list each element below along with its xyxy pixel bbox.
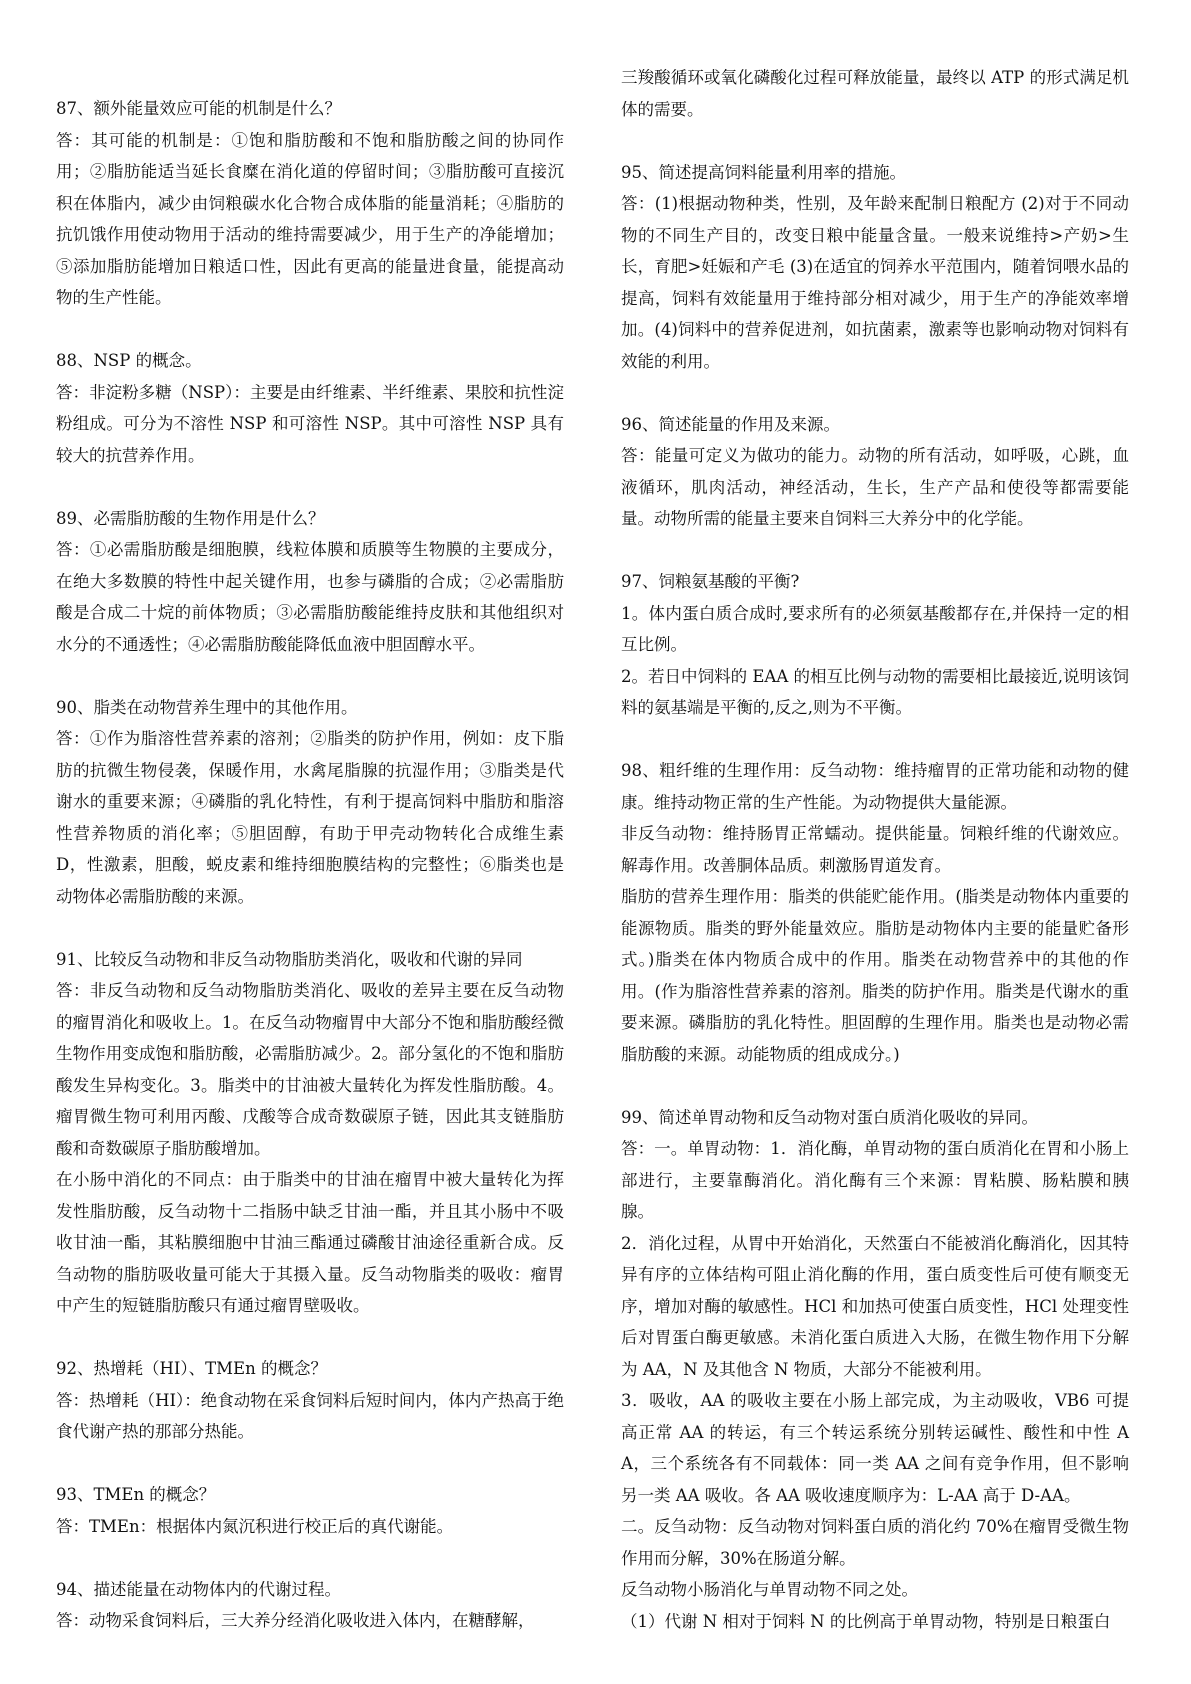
answer-text: 脂肪的营养生理作用：脂类的供能贮能作用。(脂类是动物体内重要的能源物质。脂类的野外能量效应。脂肪是动物体内主要的能量贮备形式。)脂类在体内物质合成中的作用。脂类在动物营养中的其他的作用。(作为脂溶性营养素的溶剂。脂类的防护作用。脂类是代谢水的重要来源。磷脂肪的乳化特性。胆固醇的生理作用。脂类也是动物必需脂肪酸的来源。动能物质的组成成分。) [621, 887, 1129, 1064]
answer-text: 答：TMEn：根据体内氮沉积进行校正后的真代谢能。 [56, 1516, 454, 1536]
question-title: 88、NSP 的概念。 [56, 351, 202, 370]
question-98 [621, 755, 1129, 1070]
question-99 [621, 1102, 1129, 1638]
question-title: 99、简述单胃动物和反刍动物对蛋白质消化吸收的异同。 [621, 1107, 1038, 1127]
answer-text: （1）代谢 N 相对于饲料 N 的比例高于单胃动物，特别是日粮蛋白 [621, 1611, 1111, 1631]
answer-text: 二。反刍动物：反刍动物对饲料蛋白质的消化约 70%在瘤胃受微生物作用而分解，30%在肠道分解。 [621, 1517, 1129, 1568]
question-title: 91、比较反刍动物和非反刍动物脂肪类消化，吸收和代谢的异同 [56, 949, 523, 969]
question-97 [621, 566, 1129, 724]
question-title: 93、TMEn 的概念？ [56, 1485, 216, 1504]
answer-text: 答：一。单胃动物：1．消化酶，单胃动物的蛋白质消化在胃和小肠上部进行，主要靠酶消化。消化酶有三个来源：胃粘膜、肠粘膜和胰腺。 [621, 1139, 1129, 1221]
question-96 [621, 409, 1129, 535]
answer-text: 2。若日中饲料的 EAA 的相互比例与动物的需要相比最接近,说明该饲料的氨基端是平衡的,反之,则为不平衡。 [621, 666, 1129, 717]
answer-text: 2．消化过程，从胃中开始消化，天然蛋白不能被消化酶消化，因其特异有序的立体结构可阻止消化酶的作用，蛋白质变性后可使有顺变无序，增加对酶的敏感性。HCl 和加热可使蛋白质变性，HCl 处理变性后对胃蛋白酶更敏感。未消化蛋白质进入大肠，在微生物作用下分解为 AA，N 及其他含 N 物质，大部分不能被利用。 [621, 1233, 1129, 1379]
answer-text: 答：热增耗（HI）：绝食动物在采食饲料后短时间内，体内产热高于绝食代谢产热的那部分热能。 [56, 1390, 564, 1441]
question-title: 97、饲粮氨基酸的平衡? [621, 572, 800, 591]
answer-text: 非反刍动物：维持肠胃正常蠕动。提供能量。饲粮纤维的代谢效应。解毒作用。改善胴体品质。刺激肠胃道发育。 [621, 824, 1129, 875]
answer-text: 1。体内蛋白质合成时,要求所有的必须氨基酸都存在,并保持一定的相互比例。 [621, 603, 1129, 654]
question-94-continued [621, 62, 1129, 125]
right-column [621, 62, 1129, 1637]
question-94 [56, 1574, 564, 1637]
question-title: 87、额外能量效应可能的机制是什么？ [56, 99, 341, 118]
answer-text: 反刍动物小肠消化与单胃动物不同之处。 [621, 1580, 918, 1599]
answer-text: 答：能量可定义为做功的能力。动物的所有活动，如呼吸，心跳，血液循环，肌肉活动，神经活动，生长，生产产品和使役等都需要能量。动物所需的能量主要来自饲料三大养分中的化学能。 [621, 446, 1129, 528]
question-title: 90、脂类在动物营养生理中的其他作用。 [56, 697, 358, 717]
answer-text: 3．吸收，AA 的吸收主要在小肠上部完成，为主动吸收，VB6 可提高正常 AA 的转运，有三个转运系统分别转运碱性、酸性和中性 AA，三个系统各有不同载体：同一类 AA 之间有竞争作用，但不影响另一类 AA 吸收。各 AA 吸收速度顺序为：L-AA 高于 D-AA。 [621, 1391, 1129, 1505]
answer-text: 答：其可能的机制是：①饱和脂肪酸和不饱和脂肪酸之间的协同作用；②脂肪能适当延长食糜在消化道的停留时间；③脂肪酸可直接沉积在体脂内，减少由饲粮碳水化合物合成体脂的能量消耗；④脂肪的抗饥饿作用使动物用于活动的维持需要减少，用于生产的净能增加；⑤添加脂肪能增加日粮适口性，因此有更高的能量进食量，能提高动物的生产性能。 [56, 130, 564, 307]
question-89 [56, 503, 564, 661]
answer-text: 三羧酸循环或氧化磷酸化过程可释放能量，最终以 ATP 的形式满足机体的需要。 [621, 68, 1129, 119]
answer-text: 答：(1)根据动物种类，性别，及年龄来配制日粮配方 (2)对于不同动物的不同生产目的，改变日粮中能量含量。一般来说维持>产奶>生长，育肥>妊娠和产毛 (3)在适宜的饲养水平范围内，随着饲喂水品的提高，饲料有效能量用于维持部分相对减少，用于生产的净能效率增加。(4)饲料中的营养促进剂，如抗菌素，激素等也影响动物对饲料有效能的利用。 [621, 194, 1129, 371]
answer-text: 答：动物采食饲料后，三大养分经消化吸收进入体内，在糖酵解， [56, 1611, 535, 1630]
answer-text: 98、粗纤维的生理作用：反刍动物：维持瘤胃的正常功能和动物的健康。维持动物正常的生产性能。为动物提供大量能源。 [621, 761, 1129, 812]
question-title: 94、描述能量在动物体内的代谢过程。 [56, 1579, 341, 1599]
question-92 [56, 1353, 564, 1448]
question-93 [56, 1479, 564, 1542]
question-95 [621, 157, 1129, 378]
answer-text: 答：非反刍动物和反刍动物脂肪类消化、吸收的差异主要在反刍动物的瘤胃消化和吸收上。1。在反刍动物瘤胃中大部分不饱和脂肪酸经微生物作用变成饱和脂肪酸，必需脂肪减少。2。部分氢化的不饱和脂肪酸发生异构变化。3。脂类中的甘油被大量转化为挥发性脂肪酸。4。瘤胃微生物可利用丙酸、戊酸等合成奇数碳原子链，因此其支链脂肪酸和奇数碳原子脂肪酸增加。 [56, 981, 564, 1158]
answer-text: 答：①作为脂溶性营养素的溶剂；②脂类的防护作用，例如：皮下脂肪的抗微生物侵袭，保暖作用，水禽尾脂腺的抗湿作用；③脂类是代谢水的重要来源；④磷脂的乳化特性，有利于提高饲料中脂肪和脂溶性营养物质的消化率；⑤胆固醇，有助于甲壳动物转化合成维生素 D，性激素，胆酸，蜕皮素和维持细胞膜结构的完整性；⑥脂类也是动物体必需脂肪酸的来源。 [56, 729, 564, 906]
question-title: 96、简述能量的作用及来源。 [621, 414, 840, 434]
question-title: 95、简述提高饲料能量利用率的措施。 [621, 162, 906, 182]
answer-text: 在小肠中消化的不同点：由于脂类中的甘油在瘤胃中被大量转化为挥发性脂肪酸，反刍动物十二指肠中缺乏甘油一酯，并且其小肠中不吸收甘油一酯，其粘膜细胞中甘油三酯通过磷酸甘油途径重新合成。反刍动物的脂肪吸收量可能大于其摄入量。反刍动物脂类的吸收：瘤胃中产生的短链脂肪酸只有通过瘤胃壁吸收。 [56, 1170, 564, 1315]
question-91 [56, 944, 564, 1322]
question-title: 92、热增耗（HI）、TMEn 的概念？ [56, 1359, 327, 1378]
answer-text: 答：①必需脂肪酸是细胞膜，线粒体膜和质膜等生物膜的主要成分，在绝大多数膜的特性中起关键作用，也参与磷脂的合成；②必需脂肪酸是合成二十烷的前体物质；③必需脂肪酸能维持皮肤和其他组织对水分的不通透性；④必需脂肪酸能降低血液中胆固醇水平。 [56, 540, 564, 654]
question-88 [56, 345, 564, 471]
question-title: 89、必需脂肪酸的生物作用是什么？ [56, 508, 325, 528]
question-87 [56, 93, 564, 314]
left-column [56, 93, 564, 1637]
answer-text: 答：非淀粉多糖（NSP）：主要是由纤维素、半纤维素、果胶和抗性淀粉组成。可分为不溶性 NSP 和可溶性 NSP。其中可溶性 NSP 具有较大的抗营养作用。 [56, 382, 564, 465]
question-90 [56, 692, 564, 913]
